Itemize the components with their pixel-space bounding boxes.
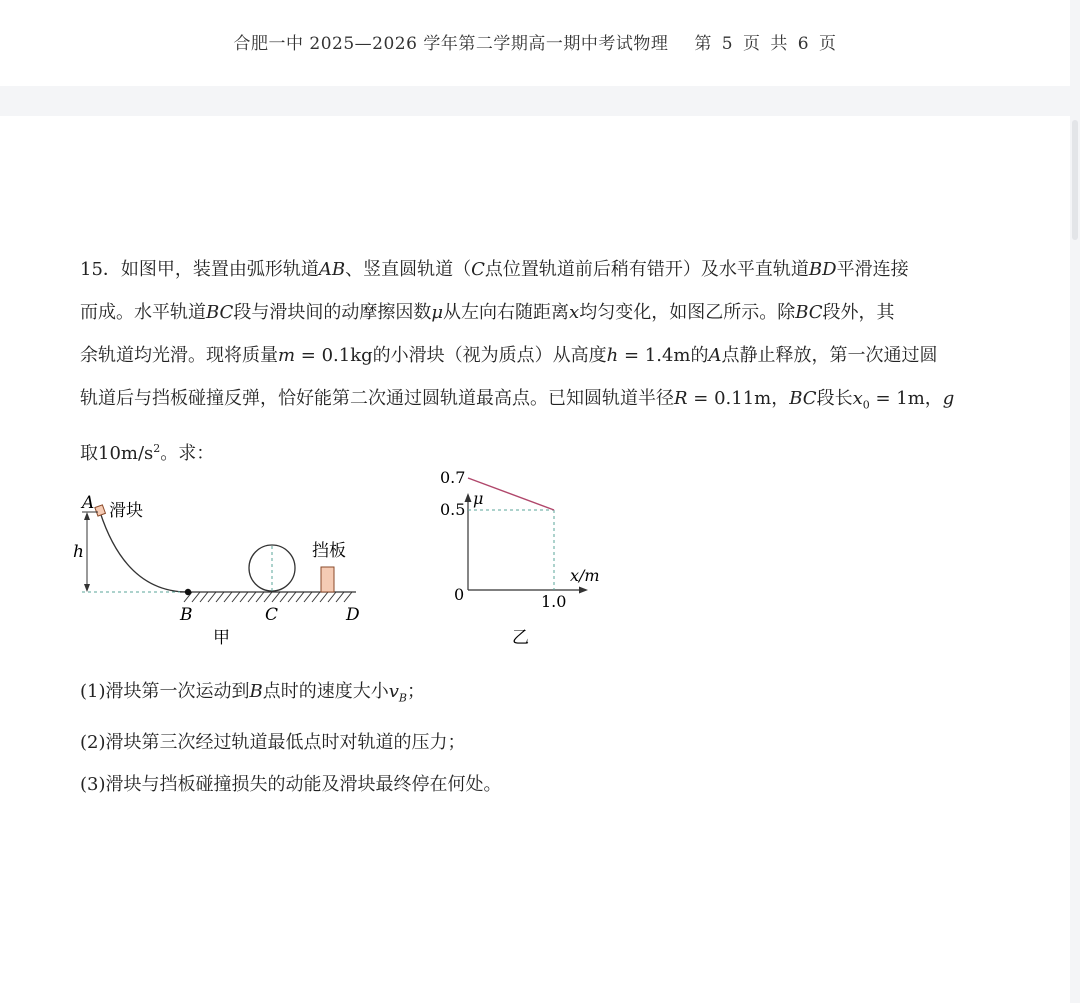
text-run: 的	[690, 345, 709, 366]
text-run: 段长	[816, 388, 853, 409]
text-run: 均匀变化，如图乙所示。除	[579, 302, 796, 323]
vertical-scrollbar[interactable]	[1070, 0, 1080, 1003]
var-BC: BC	[206, 302, 234, 323]
var-BC: BC	[789, 388, 817, 409]
text-run: 、竖直圆轨道（	[345, 259, 472, 280]
header-page-info: 第 5 页 共 6 页	[694, 34, 837, 54]
text-run: ，	[771, 388, 790, 409]
caption-jia: 甲	[213, 628, 230, 648]
text-run: 轨道后与挡板碰撞反弹，恰好能第二次通过圆轨道最高点。已知圆轨道半径	[80, 388, 674, 409]
x-axis-arrow	[579, 587, 588, 594]
var-x: x	[569, 302, 580, 323]
figure-yi-chart	[430, 468, 610, 653]
figure-jia	[60, 488, 380, 653]
value-mass: = 0.1kg	[295, 345, 373, 366]
text-run: 而成。水平轨道	[80, 302, 206, 323]
text-run: ，	[924, 388, 943, 409]
text-run: 从左向右随距离	[443, 302, 570, 323]
height-arrow-head-down	[84, 584, 90, 592]
var-mu: μ	[431, 302, 444, 323]
problem-line-1	[80, 248, 980, 291]
text-run: 的小滑块（视为质点）从高度	[372, 345, 607, 366]
text-run: 点时的速度大小	[262, 681, 389, 702]
ground-hatching	[184, 592, 352, 602]
baffle	[321, 567, 334, 592]
label-D: D	[346, 605, 360, 625]
var-g: g	[942, 388, 955, 409]
origin-label: 0	[454, 585, 465, 604]
value-height: = 1.4m	[618, 345, 691, 366]
label-B: B	[180, 605, 193, 625]
var-BD: BD	[808, 259, 837, 280]
var-R: R	[674, 388, 688, 409]
var-AB: AB	[318, 259, 346, 280]
page-top-section	[0, 0, 1070, 86]
header-title: 合肥一中 2025—2026 学年第二学期高一期中考试物理	[233, 34, 669, 54]
var-h: h	[606, 345, 619, 366]
text-run: 点位置轨道前后稍有错开）及水平直轨道	[484, 259, 809, 280]
label-h: h	[73, 542, 84, 562]
var-m: m	[278, 345, 296, 366]
question-2: (2)滑块第三次经过轨道最低点时对轨道的压力；	[80, 732, 466, 753]
text-run: 段与滑块间的动摩擦因数	[233, 302, 432, 323]
page-header	[0, 29, 1070, 54]
height-arrow-head-up	[84, 512, 90, 520]
y-axis-label: μ	[473, 489, 484, 508]
arc-track	[100, 512, 188, 592]
problem-line-5	[80, 427, 980, 475]
problem-statement	[80, 248, 980, 475]
x-axis-label: x/m	[570, 566, 600, 585]
problem-line-3	[80, 334, 980, 377]
question-1	[80, 677, 425, 705]
var-A: A	[708, 345, 722, 366]
var-x0: x	[852, 388, 863, 409]
text-run: 。求：	[160, 442, 215, 464]
superscript-2: 2	[153, 441, 161, 455]
text-run: 取	[80, 442, 98, 464]
subscript-0: 0	[862, 398, 870, 412]
label-baffle: 挡板	[312, 541, 346, 561]
var-B: B	[249, 681, 263, 702]
point-B	[185, 589, 191, 595]
text-run: (1)滑块第一次运动到	[80, 681, 250, 702]
question-3: (3)滑块与挡板碰撞损失的动能及滑块最终停在何处。	[80, 774, 502, 795]
text-run: 余轨道均光滑。现将质量	[80, 345, 278, 366]
y-tick-label: 0.5	[440, 500, 466, 519]
text-run: 点静止释放，第一次通过圆	[721, 345, 938, 366]
var-BC: BC	[795, 302, 823, 323]
value-gravity: 10m/s	[98, 442, 154, 464]
value-radius: = 0.11m	[687, 388, 772, 409]
y-axis-arrow	[465, 493, 472, 502]
problem-line-4	[80, 377, 980, 427]
problem-line-2	[80, 291, 980, 334]
text-run: 段外，其	[822, 302, 895, 323]
y-tick-label: 0.7	[440, 468, 466, 487]
var-C: C	[471, 259, 485, 280]
label-slider: 滑块	[109, 501, 143, 521]
var-v: v	[388, 681, 399, 702]
subscript-B: B	[398, 691, 407, 705]
label-A: A	[82, 493, 95, 513]
x-tick-label: 1.0	[541, 592, 567, 611]
text-run: 15．如图甲，装置由弧形轨道	[80, 259, 319, 280]
caption-yi: 乙	[512, 628, 529, 648]
label-C: C	[265, 605, 279, 625]
value-length: = 1m	[869, 388, 925, 409]
scrollbar-thumb[interactable]	[1072, 120, 1078, 240]
text-run: ；	[407, 681, 425, 702]
slider-block	[95, 505, 106, 516]
text-run: 平滑连接	[836, 259, 909, 280]
